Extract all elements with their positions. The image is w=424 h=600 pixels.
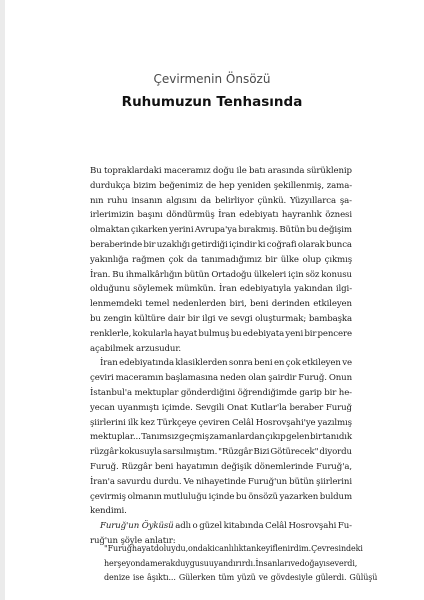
text-line (90, 223, 352, 238)
word: çok (168, 254, 184, 265)
word: Sevgili (195, 402, 225, 413)
word: oluşturmak; (255, 313, 307, 324)
text-line (90, 371, 352, 386)
word: Fu- (337, 521, 352, 532)
word: için (288, 269, 304, 280)
word: İstanbul'a (90, 387, 132, 398)
word: şa- (339, 195, 352, 206)
word: hayranlık (281, 210, 322, 221)
quote-line (104, 542, 363, 557)
word: Avrupa'ya (194, 225, 238, 236)
text-line (90, 179, 352, 194)
word: olmanın (127, 491, 162, 502)
word: bir (309, 432, 322, 443)
word: çünkü. (257, 195, 287, 206)
word: önsözü (248, 491, 278, 502)
word: şairdir (268, 373, 297, 384)
word: her (104, 558, 118, 568)
word: sarsılmıştım. (162, 447, 218, 458)
word: Furuğ'a, (316, 461, 352, 472)
word: durdukça (90, 180, 131, 191)
word: ve (342, 358, 352, 369)
word: güzel (199, 521, 222, 532)
word: keyiflenirdim. (256, 544, 312, 553)
word: onda (130, 558, 150, 568)
word: da (200, 195, 212, 206)
word: olduğunu (90, 284, 131, 295)
text-line (90, 208, 352, 223)
word: bu (90, 313, 101, 324)
text-line (90, 238, 352, 253)
word: lenmemdeki (90, 299, 143, 310)
word: öğrendiğimde (237, 387, 297, 398)
word: hayat (173, 328, 198, 339)
word: doğu (212, 166, 235, 176)
word: ilk (127, 417, 139, 428)
word: ve (290, 558, 300, 568)
word: Onun (328, 373, 352, 384)
word: içindir (228, 239, 257, 250)
word: çeviri (90, 373, 114, 384)
text-line (90, 253, 352, 268)
word: Celâl (265, 521, 287, 532)
block-quote (104, 542, 378, 586)
word: edebiyatı (239, 210, 279, 221)
word: Hosrovşahi'ye (255, 417, 316, 428)
word: kokularla (132, 328, 173, 339)
word: değişim (318, 225, 352, 236)
word: nın (90, 195, 104, 206)
word: Gülerken (178, 573, 216, 583)
word: gönderdiğini (180, 387, 236, 398)
word: uyanmıştı (117, 402, 160, 413)
word: duygusu (175, 558, 209, 568)
chapter-title: Ruhumuzun Tenhasında (121, 94, 303, 110)
word: beraberinde (90, 239, 143, 250)
word: İran'a (90, 476, 115, 487)
word: Rüzgâr (121, 461, 153, 472)
word: konusu (321, 269, 352, 280)
word: kez (140, 417, 155, 428)
word: renklerle, (90, 328, 132, 339)
word: diyordu (319, 447, 352, 458)
word: beni (154, 461, 174, 472)
word: bir (324, 387, 337, 398)
word: bulmuş (198, 328, 230, 339)
text-line (90, 504, 352, 519)
word: maceramın (115, 373, 164, 384)
word: yakınlığa (90, 254, 129, 265)
word: hayat (131, 544, 154, 553)
word: doğayı (299, 558, 326, 568)
word: başını (137, 210, 163, 221)
word: savurdu (117, 476, 152, 487)
word: "Furuğ (104, 544, 132, 553)
word: değişik (221, 461, 252, 472)
word: biri, (229, 299, 247, 310)
word: etkileyen (302, 358, 341, 369)
word: nedenlerden (172, 299, 227, 310)
word: Tanımsız (141, 432, 179, 443)
word: edebiyatıyla (239, 284, 292, 295)
word: merak (149, 558, 176, 568)
text-line (90, 460, 352, 475)
word: Çevresindeki (311, 544, 363, 553)
word: maceramız (163, 166, 211, 176)
word: denize (104, 573, 130, 583)
word: bu (306, 225, 318, 236)
word: Bütün (279, 225, 306, 236)
word: şey (117, 558, 131, 568)
word: söz (305, 269, 320, 280)
word: kültüre (134, 313, 166, 324)
word: bir (187, 313, 200, 324)
word: coğrafi (266, 239, 297, 250)
word: nihayetinde (195, 476, 246, 487)
word: topraklardaki (103, 166, 162, 176)
word: buldum (319, 491, 352, 502)
word: ülkeleri (253, 269, 287, 280)
word: Bu (90, 166, 102, 176)
word: etkileyen (313, 299, 352, 310)
word: dair (167, 313, 185, 324)
word: Gülüşü (349, 573, 378, 583)
word: Hosrovşahi (288, 521, 337, 532)
word: edebiyatında (119, 358, 174, 369)
word: İran (100, 358, 118, 369)
word: sürüklenip (306, 166, 352, 176)
word: kitabında (223, 521, 264, 532)
word: ihmalkârlığın (125, 269, 183, 280)
word: geçmiş (179, 432, 210, 443)
word: arasında (267, 166, 305, 176)
word: he- (338, 387, 352, 398)
word: belirliyor (214, 195, 254, 206)
word: çıkıp (265, 432, 286, 443)
word: İran (218, 210, 236, 221)
word: âşıktı... (147, 573, 176, 583)
text-line (90, 490, 352, 505)
word: şiirlerini (90, 417, 126, 428)
word: şekillenmiş, (273, 180, 324, 191)
word: bunca (326, 239, 352, 250)
word: rağmen (132, 254, 165, 265)
word: dönemlerinde (254, 461, 314, 472)
word: derinden (271, 299, 310, 310)
word: kendimi. (90, 506, 127, 517)
word: çıkmış (324, 254, 352, 265)
word: Furuğ. (298, 373, 327, 384)
word: zengin (103, 313, 132, 324)
word: bir (265, 254, 278, 265)
word: bırakmış. (238, 225, 279, 236)
word: beraber (289, 402, 324, 413)
word: zama- (326, 180, 352, 191)
word: da (187, 254, 198, 265)
word: öznesi (325, 210, 352, 221)
word: tüm (218, 573, 235, 583)
word: tanıdık (322, 432, 352, 443)
word: olmaktan (90, 225, 130, 236)
word: yeni (285, 328, 304, 339)
word: temel (145, 299, 170, 310)
word: ve (258, 573, 268, 583)
word: mümkün. (175, 284, 216, 295)
word: bütün (289, 476, 315, 487)
word: çevirmiş (90, 491, 126, 502)
word: mutluluğu (163, 491, 208, 502)
word: gelen (286, 432, 310, 443)
word: mektuplar (134, 387, 179, 398)
word: hep (218, 180, 235, 191)
word: bambaşka (308, 313, 352, 324)
word: Bu (112, 269, 124, 280)
word: Kutlar'la (250, 402, 287, 413)
word: zamanlardan (209, 432, 265, 443)
word: tanımadığımız (201, 254, 262, 265)
word: durdu. (153, 476, 182, 487)
word: batı (248, 166, 266, 176)
word: adlı (175, 521, 191, 532)
word: yüzü (237, 573, 256, 583)
quote-line (104, 557, 358, 572)
word: neden (220, 373, 247, 384)
word: İnsanları (255, 558, 291, 568)
word: getirdiği (191, 239, 228, 250)
word: yeniden (237, 180, 271, 191)
section-label: Çevirmenin Önsözü (153, 72, 271, 86)
text-line (90, 164, 352, 179)
word: ruhu (107, 195, 128, 206)
word: Furuğ (325, 402, 352, 413)
quote-line (104, 571, 378, 586)
word: ve (218, 313, 228, 324)
word: irlerimizin (90, 210, 134, 221)
word: bütün (184, 269, 210, 280)
word: pencere (317, 328, 352, 339)
word: en (273, 358, 285, 369)
word: çıkarken (130, 225, 168, 236)
word: Celâl (231, 417, 254, 428)
word: Götürecek" (270, 447, 319, 458)
word: Ve (183, 476, 194, 487)
word: Furuğ'un Öyküsü (100, 521, 174, 532)
word: açabilmek arzusudur. (90, 343, 182, 354)
text-line (90, 297, 352, 312)
word: Ortadoğu (211, 269, 252, 280)
word: ki (257, 239, 266, 250)
text-line (90, 430, 352, 445)
text-line (90, 282, 352, 297)
word: ülke (280, 254, 299, 265)
word: olup (302, 254, 322, 265)
text-line (90, 342, 352, 357)
word: ise (132, 573, 145, 583)
word: çok (285, 358, 301, 369)
word: bir (304, 328, 317, 339)
word: bizim (133, 180, 157, 191)
word: rüzgâr (90, 447, 119, 458)
word: bu (235, 491, 247, 502)
text-line (90, 445, 352, 460)
text-line (90, 386, 352, 401)
word: yerini (169, 225, 194, 236)
text-line (90, 268, 352, 283)
word: yakından (294, 284, 333, 295)
word: söylemek (133, 284, 173, 295)
word: olarak (297, 239, 325, 250)
word: o (192, 521, 198, 532)
word: yazılmış (317, 417, 352, 428)
word: kokusuyla (119, 447, 162, 458)
word: Türkçeye (156, 417, 197, 428)
word: canlılıktan (214, 544, 257, 553)
word: ruğ'un şöyle anlatır: (90, 535, 176, 546)
word: beğenimiz (159, 180, 203, 191)
word: olan (248, 373, 267, 384)
word: şiirlerini (316, 476, 352, 487)
text-line (90, 312, 352, 327)
word: bu (230, 328, 242, 339)
word: ondaki (188, 544, 215, 553)
text-line (90, 416, 352, 431)
word: Yüzyıllarca (290, 195, 336, 206)
word: de (205, 180, 217, 191)
word: severdi, (325, 558, 358, 568)
text-line (90, 519, 352, 534)
word: Furuğ'un (247, 476, 288, 487)
word: mektuplar... (90, 432, 141, 443)
word: bir (143, 239, 156, 250)
word: yazarken (279, 491, 319, 502)
text-line (90, 356, 352, 371)
word: çeviren (198, 417, 230, 428)
word: gövdesiyle (270, 573, 313, 583)
word: içinde (208, 491, 235, 502)
text-line (90, 401, 352, 416)
word: algısını (166, 195, 197, 206)
word: hayatımın (176, 461, 219, 472)
word: doluydu, (153, 544, 189, 553)
word: döndürmüş (166, 210, 215, 221)
word: başlamasına (165, 373, 219, 384)
word: gülerdi. (315, 573, 347, 583)
word: beni (250, 299, 269, 310)
word: Onat (226, 402, 248, 413)
text-line (90, 194, 352, 209)
text-line (90, 475, 352, 490)
word: ilgi- (335, 284, 352, 295)
word: İran. (90, 269, 111, 280)
word: edebiyata (242, 328, 285, 339)
word: sonra (228, 358, 253, 369)
word: sevgi (230, 313, 253, 324)
page-gutter (0, 0, 5, 600)
body-text (90, 164, 352, 549)
word: insanın (131, 195, 163, 206)
word: ilgi (202, 313, 216, 324)
word: İran (219, 284, 237, 295)
word: Furuğ. (90, 461, 119, 472)
text-line (90, 327, 352, 342)
word: uyandırırdı. (208, 558, 256, 568)
word: "Rüzgâr (218, 447, 253, 458)
word: yecan (90, 402, 115, 413)
word: içimde. (161, 402, 193, 413)
word: ile (236, 166, 247, 176)
word: klasiklerden (175, 358, 228, 369)
word: Bizi (253, 447, 270, 458)
word: garip (299, 387, 322, 398)
word: beni (254, 358, 273, 369)
word: uzaklığı (156, 239, 190, 250)
